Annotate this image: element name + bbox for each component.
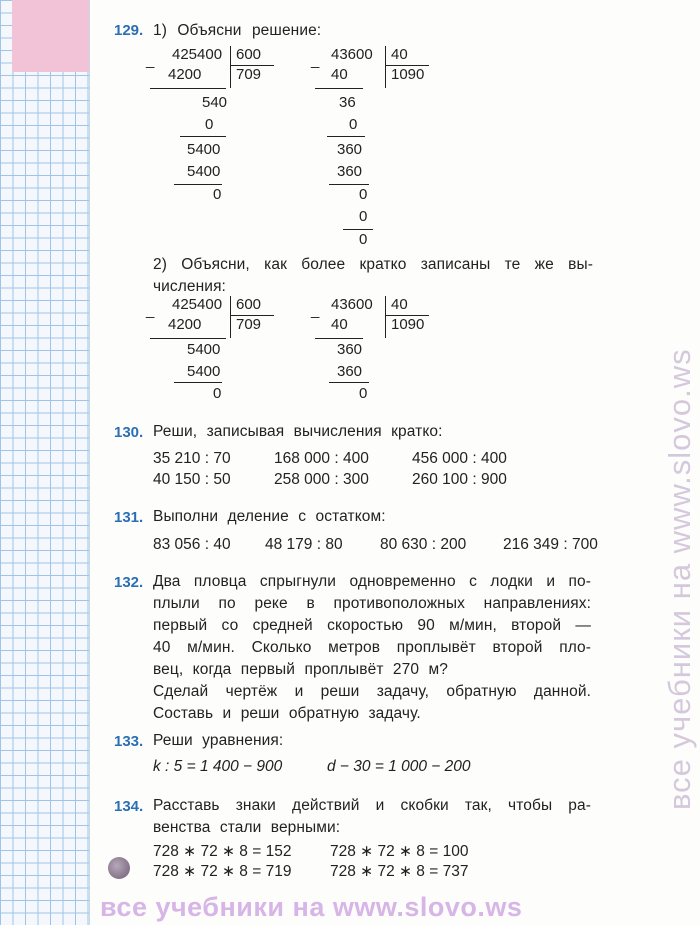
- exercise-number-133: 133.: [114, 733, 144, 750]
- first-product: 4200: [168, 66, 202, 83]
- first-product: 40: [331, 66, 348, 83]
- step-remainder-1: 540: [202, 94, 228, 111]
- exercise-number-130: 130.: [114, 424, 144, 441]
- quotient: 1090: [391, 316, 425, 333]
- long-division-c: _ 425400 600 4200 709 5400 5400 0: [150, 296, 280, 406]
- quotient: 709: [236, 66, 262, 83]
- exercise-134-line1: Расставь знаки действий и скобки так, чтобы ра-: [153, 797, 591, 814]
- exercise-129-part2-line1: 2) Объясни, как более кратко записаны те же вы-: [153, 256, 593, 273]
- step-remainder-2: 360: [337, 141, 363, 158]
- page-corner-tab: [12, 0, 90, 72]
- step-remainder-2: 5400: [187, 141, 221, 158]
- list-item: 40 150 : 50: [153, 471, 231, 488]
- list-item: 260 100 : 900: [412, 471, 507, 488]
- exercise-number-131: 131.: [114, 509, 144, 526]
- divisor: 600: [236, 46, 262, 63]
- final-remainder: 0: [213, 186, 222, 203]
- list-item: 456 000 : 400: [412, 450, 507, 467]
- exercise-134-line2: венства стали верными:: [153, 819, 341, 836]
- exercise-number-129: 129.: [114, 22, 144, 39]
- equation-2: d − 30 = 1 000 − 200: [327, 758, 471, 775]
- quotient: 1090: [391, 66, 425, 83]
- exercise-129-part1: 1) Объясни решение:: [153, 22, 322, 39]
- dividend: 43600: [331, 46, 373, 63]
- list-item: 728 ∗ 72 ∗ 8 = 152: [153, 843, 292, 860]
- minus-sign: _: [311, 52, 320, 69]
- step-subtrahend-1: 0: [349, 116, 358, 133]
- final-remainder: 0: [359, 231, 368, 248]
- exercise-132-line: Сделай чертёж и реши задачу, обратную данной.: [153, 683, 591, 700]
- long-division-a: [146, 46, 280, 206]
- exercise-132-line: Составь и реши обратную задачу.: [153, 705, 421, 722]
- list-item: 258 000 : 300: [274, 471, 369, 488]
- long-division-b: [311, 46, 445, 248]
- exercise-132-line: 40 м/мин. Сколько метров проплывёт второй пло-: [153, 639, 591, 656]
- step-remainder-3: 0: [359, 186, 368, 203]
- long-division-d: _ 43600 40 40 1090 360 360 0: [315, 296, 445, 406]
- dividend: 425400: [172, 296, 223, 313]
- equation-1: k : 5 = 1 400 − 900: [153, 758, 283, 775]
- step-remainder-1: 5400: [187, 341, 221, 358]
- final-remainder: 0: [359, 385, 368, 402]
- exercise-132-line: Два пловца спрыгнули одновременно с лодки и по-: [153, 573, 591, 590]
- exercise-132-line: плыли по реке в противоположных направлениях:: [153, 595, 591, 612]
- list-item: 48 179 : 80: [265, 536, 343, 553]
- step-subtrahend-1: 5400: [187, 363, 221, 380]
- step-remainder-1: 360: [337, 341, 363, 358]
- list-item: 728 ∗ 72 ∗ 8 = 737: [330, 863, 469, 880]
- exercise-132-line: вец, когда первый проплывёт 270 м?: [153, 661, 448, 678]
- exercise-number-132: 132.: [114, 574, 144, 591]
- final-remainder: 0: [213, 385, 222, 402]
- step-subtrahend-1: 0: [205, 116, 214, 133]
- list-item: 83 056 : 40: [153, 536, 231, 553]
- watermark-vertical: все учебники на www.slovo.ws: [662, 348, 697, 810]
- list-item: 80 630 : 200: [380, 536, 467, 553]
- minus-sign: _: [146, 52, 155, 69]
- step-subtrahend-3: 0: [359, 208, 368, 225]
- step-subtrahend-1: 360: [337, 363, 363, 380]
- dividend: 43600: [331, 296, 373, 313]
- exercise-131-text: Выполни деление с остатком:: [153, 508, 386, 525]
- grid-margin: [0, 0, 90, 925]
- list-item: 728 ∗ 72 ∗ 8 = 100: [330, 843, 469, 860]
- first-product: 40: [331, 316, 348, 333]
- step-subtrahend-2: 360: [337, 163, 363, 180]
- first-product: 4200: [168, 316, 202, 333]
- exercise-130-text: Реши, записывая вычисления кратко:: [153, 423, 443, 440]
- list-item: 35 210 : 70: [153, 450, 231, 467]
- exercise-132-line: первый со средней скоростью 90 м/мин, второй —: [153, 617, 591, 634]
- step-remainder-1: 36: [339, 94, 356, 111]
- divisor: 40: [391, 46, 408, 63]
- dividend: 425400: [172, 46, 223, 63]
- watermark-bottom: все учебники на www.slovo.ws: [100, 892, 523, 922]
- exercise-133-text: Реши уравнения:: [153, 732, 284, 749]
- exercise-129-part2-line2: числения:: [153, 278, 226, 295]
- step-subtrahend-2: 5400: [187, 163, 221, 180]
- exercise-number-134: 134.: [114, 798, 144, 815]
- difficulty-marker-icon: [108, 857, 130, 879]
- divisor: 600: [236, 296, 262, 313]
- quotient: 709: [236, 316, 262, 333]
- divisor: 40: [391, 296, 408, 313]
- margin-divider: [89, 0, 90, 925]
- list-item: 728 ∗ 72 ∗ 8 = 719: [153, 863, 292, 880]
- list-item: 168 000 : 400: [274, 450, 369, 467]
- list-item: 216 349 : 700: [503, 536, 598, 553]
